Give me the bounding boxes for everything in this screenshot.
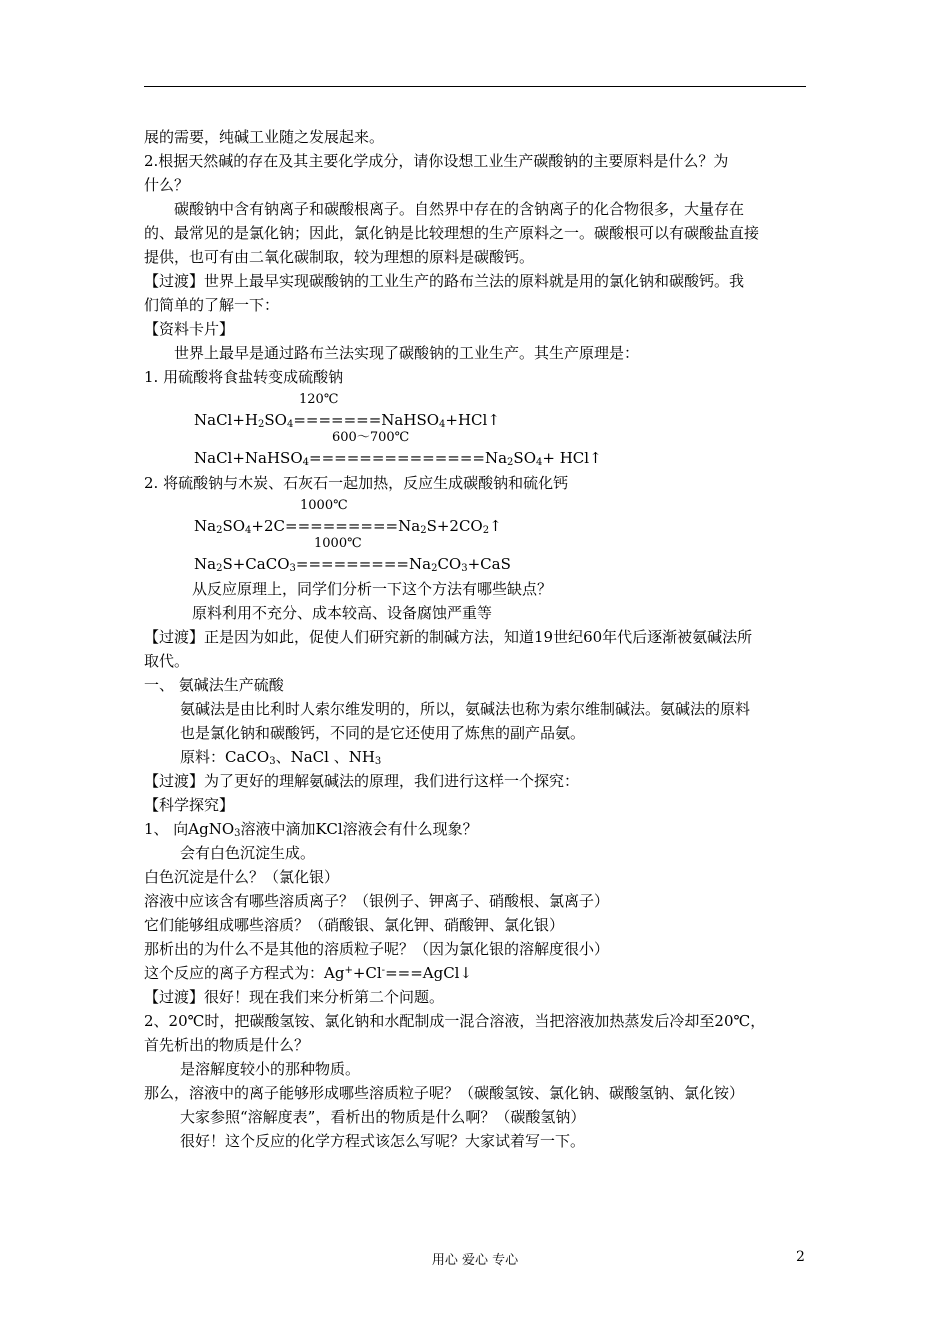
formula-part: Na [194,517,217,535]
text-line: 那析出的为什么不是其他的溶质粒子呢？（因为氯化银的溶解度很小） [144,940,610,958]
reaction-condition: 1000℃ [300,498,348,513]
info-card-heading: 【资料卡片】 [144,320,235,338]
subscript: 2 [216,563,223,574]
formula-part: 、NaCl 、NH [275,748,375,766]
subscript: 3 [461,563,468,574]
equation-4 [144,536,808,577]
subscript: 3 [234,828,241,839]
transition-line: 【过渡】世界上最早实现碳酸钠的工业生产的路布兰法的原料就是用的氯化钠和碳酸钙。我 [144,272,745,290]
formula-part: 原料：CaCO [180,748,270,766]
formula-part: +Cl [352,964,382,982]
reaction-condition: 120℃ [299,392,339,407]
formula-part: ==============Na [309,449,508,467]
spacer [144,389,808,407]
spacer [144,536,808,551]
text-line: 它们能够组成哪些溶质？（硝酸银、氯化钾、硝酸钾、氯化银） [144,916,565,934]
text-line: 们简单的了解一下： [144,296,280,314]
formula-part: ===AgCl↓ [385,964,473,982]
formula-part: =========Na [295,555,432,573]
subscript: 3 [269,756,276,767]
subscript: 2 [420,525,427,536]
subscript: 4 [536,457,543,468]
formula-part: +CaS [467,555,511,573]
subscript: 3 [374,756,382,767]
reaction-condition: 600～700℃ [332,430,410,445]
text-line: 取代。 [144,652,190,670]
answer-line: 是溶解度较小的那种物质。 [180,1060,361,1078]
inquiry-question-1 [144,817,808,841]
text-line: 大家参照“溶解度表”，看析出的物质是什么啊？（碳酸氢钠） [180,1108,586,1126]
equation-2 [144,430,808,471]
equation-1 [144,392,808,433]
equation-3 [144,498,808,539]
formula-part: NaCl+H [194,411,258,429]
text-line: 首先析出的物质是什么？ [144,1036,310,1054]
formula-part: 1、 向AgNO [144,820,235,838]
transition-line: 【过渡】正是因为如此，促使人们研究新的制碱方法，知道19世纪60年代后逐渐被氨碱法所 [144,628,753,646]
text-line: 那么，溶液中的离子能够形成哪些溶质粒子呢？（碳酸氢铵、氯化钠、碳酸氢钠、氯化铵） [144,1084,745,1102]
subscript: 4 [286,419,294,430]
section-heading: 一、 氨碱法生产硫酸 [144,676,284,694]
formula-part: 这个反应的离子方程式为：Ag [144,964,345,982]
step-1: 1. 用硫酸将食盐转变成硫酸钠 [144,368,344,386]
formula-part: SO [264,411,287,429]
text-line: 展的需要，纯碱工业随之发展起来。 [144,128,385,146]
text-line: 白色沉淀是什么？（氯化银） [144,868,340,886]
answer-paragraph: 碳酸钠中含有钠离子和碳酸根离子。自然界中存在的含钠离子的化合物很多，大量存在 [174,200,745,218]
text-line: 的、最常见的是氯化钠；因此，氯化钠是比较理想的生产原料之一。碳酸根可以有碳酸盐直接 [144,224,760,242]
page-number: 2 [796,1249,805,1265]
subscript: 2 [507,457,514,468]
text-line: 什么？ [144,176,190,194]
formula-part: SO [513,449,536,467]
formula-part: + HCl↑ [542,449,602,467]
formula-part: Na [194,555,217,573]
text-line: 也是氯化钠和碳酸钙，不同的是它还使用了炼焦的副产品氨。 [180,724,586,742]
spacer [144,495,808,513]
text-line: 提供，也可有由二氧化碳制取，较为理想的原料是碳酸钙。 [144,248,535,266]
formula-part: +2C=========Na [251,517,421,535]
inquiry-question-2: 2、20℃时，把碳酸氢铵、氯化钠和水配制成一混合溶液，当把溶液加热蒸发后冷却至20℃， [144,1012,766,1030]
science-inquiry-heading: 【科学探究】 [144,796,235,814]
spacer [144,430,808,445]
answer-line: 会有白色沉淀生成。 [180,844,316,862]
formula-part: 溶液中滴加KCl溶液会有什么现象？ [240,820,478,838]
step-2: 2. 将硫酸钠与木炭、石灰石一起加热，反应生成碳酸钠和硫化钙 [144,474,569,492]
subscript: 4 [439,419,446,430]
subscript: 2 [216,525,223,536]
subscript: 4 [245,525,252,536]
formula-part: SO [222,517,246,535]
question-2: 2.根据天然碱的存在及其主要化学成分，请你设想工业生产碳酸钠的主要原料是什么？为 [144,152,729,170]
subscript: 4 [302,457,310,468]
subscript: 3 [289,563,296,574]
ionic-equation [144,961,808,985]
question-line: 从反应原理上，同学们分析一下这个方法有哪些缺点？ [192,580,553,598]
superscript: + [344,965,353,976]
formula-part: CO [437,555,462,573]
header-rule [144,86,806,87]
text-line: 很好！这个反应的化学方程式该怎么写呢？大家试着写一下。 [180,1132,586,1150]
subscript: 2 [258,419,265,430]
formula-part: +HCl↑ [445,411,500,429]
footer-motto: 用心 爱心 专心 [431,1253,519,1268]
formula-part: NaCl+NaHSO [194,449,303,467]
transition-line: 【过渡】很好！现在我们来分析第二个问题。 [144,988,445,1006]
formula-part: S+CaCO [222,555,290,573]
formula-part: S+2CO [426,517,483,535]
formula-part: ↑ [489,517,502,535]
answer-line: 原料利用不充分、成本较高、设备腐蚀严重等 [192,604,493,622]
transition-line: 【过渡】为了更好的理解氨碱法的原理，我们进行这样一个探究： [144,772,580,790]
subscript: 2 [482,525,490,536]
formula-part: =======NaHSO [293,411,440,429]
text-line: 氨碱法是由比利时人索尔维发明的，所以，氨碱法也称为索尔维制碱法。氨碱法的原料 [180,700,751,718]
text-line: 溶液中应该含有哪些溶质离子？（银例子、钾离子、硝酸根、氯离子） [144,892,610,910]
raw-materials [144,745,808,769]
reaction-condition: 1000℃ [314,536,362,551]
subscript: 2 [431,563,438,574]
superscript: - [381,965,386,976]
page-body [144,125,808,1153]
text-line: 世界上最早是通过路布兰法实现了碳酸钠的工业生产。其生产原理是： [174,344,640,362]
